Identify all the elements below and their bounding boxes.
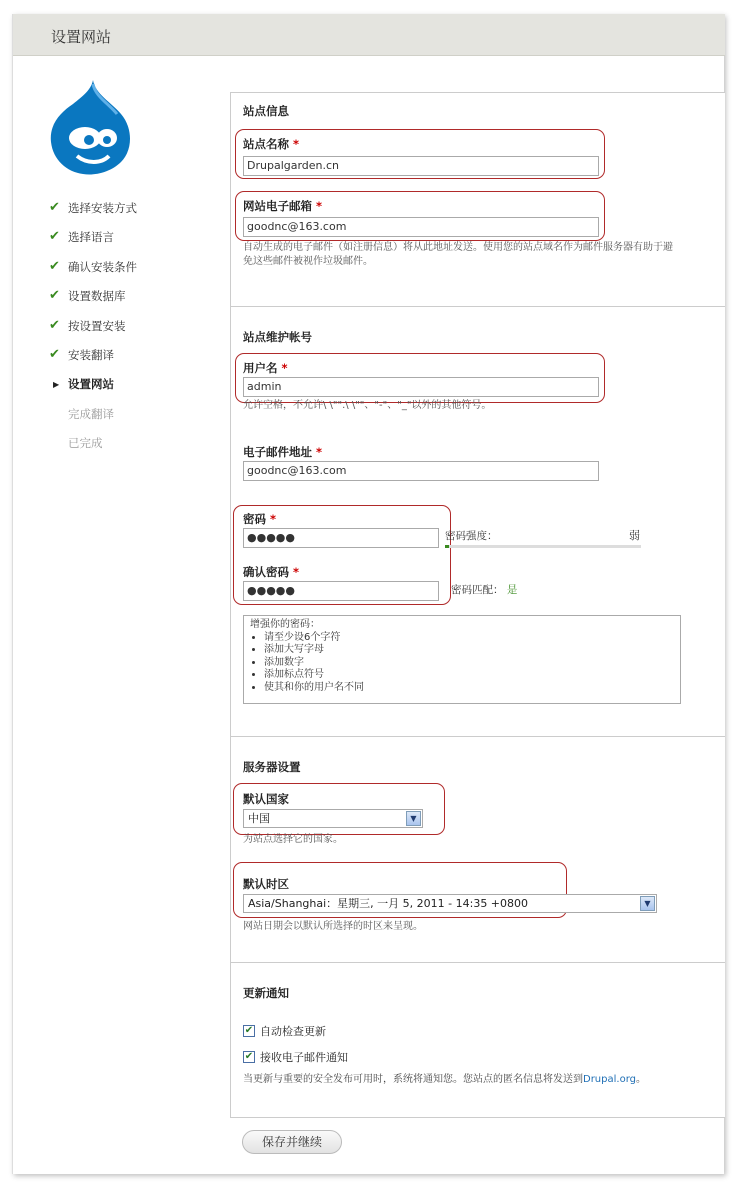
fieldset-legend: 站点信息 (243, 104, 289, 118)
email-notify-label: 接收电子邮件通知 (260, 1051, 348, 1064)
page-title: 设置网站 (51, 28, 112, 46)
country-select-value: 中国 (248, 812, 270, 825)
password-tip: • 使其和你的用户名不同 (264, 682, 674, 695)
site-name-input[interactable]: Drupalgarden.cn (243, 156, 599, 176)
confirm-password-input[interactable]: ●●●●● (243, 581, 439, 601)
password-tip: • 添加标点符号 (264, 669, 674, 682)
email-notify-option[interactable] (243, 1049, 348, 1065)
step-item: ✔ 选择安装方式 (49, 200, 137, 229)
timezone-select-value: Asia/Shanghai：星期三, 一月 5, 2011 - 14:35 +0800 (248, 897, 529, 910)
username-input[interactable]: admin (243, 377, 599, 397)
step-item: ✔ 按设置安装 (49, 318, 137, 347)
page (12, 14, 724, 1174)
password-match-label: 密码匹配： 是 (451, 584, 518, 596)
country-description: 为站点选择它的国家。 (243, 834, 343, 845)
auto-check-updates-checkbox[interactable]: ✔ (244, 1025, 254, 1036)
password-strength-bar (445, 545, 641, 548)
drupal-logo-icon (49, 80, 131, 176)
password-strength-fill (445, 545, 449, 548)
password-tip: • 添加数字 (264, 657, 674, 670)
site-email-input[interactable]: goodnc@163.com (243, 217, 599, 237)
site-email-description: 免这些邮件被视作垃圾邮件。 (243, 256, 373, 267)
password-tip: • 添加大写字母 (264, 644, 674, 657)
password-tips (243, 615, 681, 704)
password-tip: • 请至少设6个字符 (264, 632, 674, 645)
country-label: 默认国家 (243, 792, 289, 806)
step-item: ✔ 设置数据库 (49, 288, 137, 317)
chevron-down-icon[interactable]: ▼ (406, 811, 421, 826)
password-tips-title: 增强你的密码： (250, 619, 320, 630)
install-steps (49, 200, 137, 465)
country-select[interactable] (243, 809, 423, 828)
timezone-select[interactable] (243, 894, 657, 913)
site-email-label: 网站电子邮箱 * (243, 199, 323, 213)
updates-description: 当更新与重要的安全发布可用时，系统将通知您。您站点的匿名信息将发送到Drupal.org。 (243, 1074, 646, 1085)
username-label: 用户名 * (243, 361, 288, 375)
fieldset-legend: 站点维护帐号 (243, 330, 312, 344)
step-item: ✔ 确认安装条件 (49, 259, 137, 288)
password-strength-value: 弱 (629, 529, 640, 542)
fieldset-account (230, 306, 725, 738)
fieldset-legend: 服务器设置 (243, 760, 301, 774)
drupal-org-link[interactable]: Drupal.org (583, 1074, 636, 1085)
confirm-password-label: 确认密码 * (243, 565, 300, 579)
password-strength-label: 密码强度： (445, 530, 498, 542)
fieldset-site-info (230, 92, 725, 308)
timezone-description: 网站日期会以默认所选择的时区来呈现。 (243, 921, 423, 932)
password-label: 密码 * (243, 512, 277, 526)
username-description: 允许空格，不允许\ \"".\ \""、"-"、"_"以外的其他符号。 (243, 400, 492, 411)
save-continue-button[interactable]: 保存并继续 (242, 1130, 342, 1154)
step-item: 完成翻译 (68, 406, 114, 421)
step-item: ✔ 选择语言 (49, 229, 137, 258)
chevron-down-icon[interactable]: ▼ (640, 896, 655, 911)
step-item-current: ▶ 设置网站 (49, 376, 137, 405)
fieldset-updates (230, 962, 725, 1118)
page-header (13, 14, 725, 56)
auto-check-updates-label: 自动检查更新 (260, 1025, 326, 1038)
site-name-label: 站点名称 * (243, 137, 300, 151)
auto-check-updates-option[interactable] (243, 1023, 326, 1039)
site-email-description: 自动生成的电子邮件（如注册信息）将从此地址发送。使用您的站点域名作为邮件服务器有助于避 (243, 242, 673, 253)
account-email-label: 电子邮件地址 * (243, 445, 323, 459)
step-item: 已完成 (68, 436, 103, 451)
fieldset-server (230, 736, 725, 964)
step-item: ✔ 安装翻译 (49, 347, 137, 376)
timezone-label: 默认时区 (243, 877, 289, 891)
fieldset-legend: 更新通知 (243, 986, 289, 1000)
email-notify-checkbox[interactable]: ✔ (244, 1051, 254, 1062)
account-email-input[interactable]: goodnc@163.com (243, 461, 599, 481)
password-input[interactable]: ●●●●● (243, 528, 439, 548)
